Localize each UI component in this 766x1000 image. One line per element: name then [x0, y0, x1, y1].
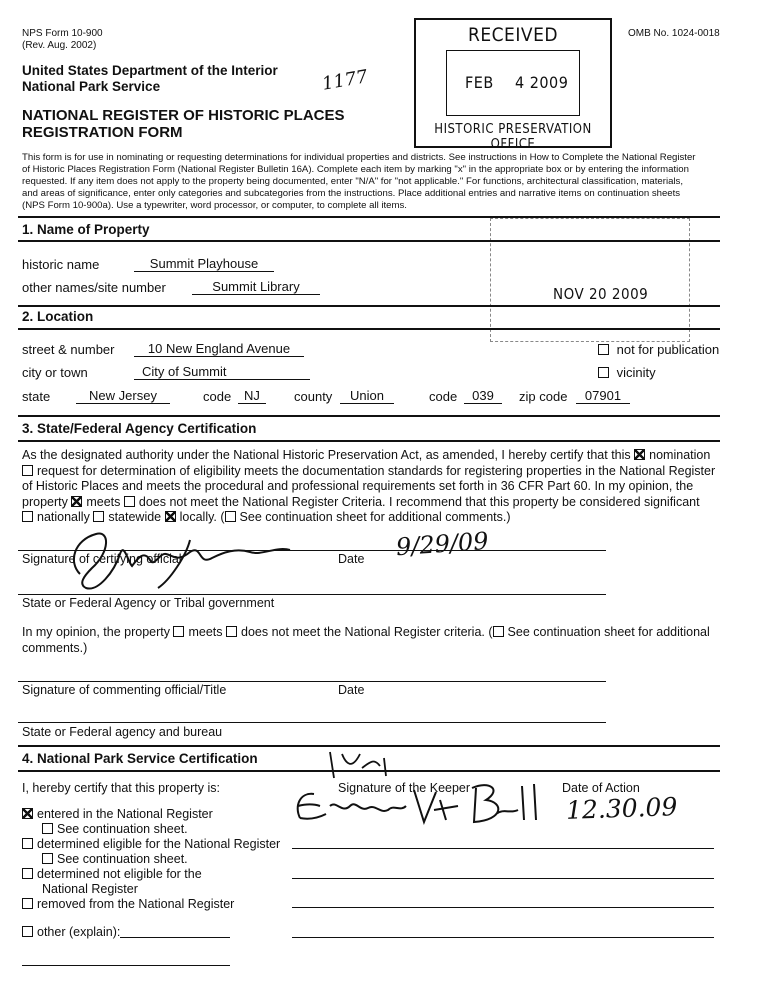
vicinity-label: vicinity	[616, 365, 656, 380]
see-continuation-label-2: See continuation sheet.	[57, 852, 188, 866]
bureau-label: State or Federal agency and bureau	[22, 725, 223, 739]
option-entered[interactable]	[22, 807, 280, 822]
cert-line4-rest: does not meet the National Register Criteria. I recommend that this property be considered significant	[138, 494, 700, 509]
date-of-action-handwritten: 12.30.09	[565, 792, 678, 825]
received-stamp-inner-box	[446, 50, 580, 116]
nationally-checkbox[interactable]	[22, 511, 33, 522]
commenting-signature-line	[18, 681, 606, 682]
continuation-sheet-checkbox-2[interactable]	[493, 626, 504, 637]
opinion-text-d: See continuation sheet for additional	[507, 625, 710, 639]
state-field[interactable]: New Jersey	[76, 388, 170, 404]
section3-heading: 3. State/Federal Agency Certification	[22, 421, 257, 436]
state-code-field[interactable]: NJ	[238, 388, 266, 404]
other-names-field[interactable]: Summit Library	[192, 279, 320, 295]
street-field[interactable]: 10 New England Avenue	[134, 341, 304, 357]
keeper-signature	[290, 740, 550, 830]
section4-heading: 4. National Park Service Certification	[22, 751, 258, 766]
keeper-line-3	[292, 907, 714, 908]
bureau-line	[18, 722, 606, 723]
form-number: NPS Form 10-900	[22, 28, 103, 39]
option-removed[interactable]	[22, 897, 280, 912]
option-see-continuation-1[interactable]	[22, 822, 280, 837]
option-not-eligible[interactable]	[22, 867, 280, 882]
keeper-line-1	[292, 848, 714, 849]
vicinity-checkbox[interactable]	[598, 367, 609, 378]
county-label: county	[294, 389, 333, 404]
opinion-text-e: comments.)	[22, 640, 88, 655]
other-names-label: other names/site number	[22, 280, 166, 295]
instructions-line4: and areas of significance, enter only categories and subcategories from the instructions. Place additional entries and narrative items on continuation sheets	[22, 188, 681, 199]
not-for-publication-option[interactable]	[598, 342, 719, 357]
determination-request-checkbox[interactable]	[22, 465, 33, 476]
see-continuation-checkbox-1[interactable]	[42, 823, 53, 834]
received-stamp	[414, 18, 612, 152]
not-eligible-label-1: determined not eligible for the	[37, 867, 202, 881]
keeper-signature-label: Signature of the Keeper	[338, 781, 471, 795]
cert-line4-property: property	[22, 494, 68, 509]
historic-name-field[interactable]: Summit Playhouse	[134, 256, 274, 272]
cert-line3-text: of Historic Places and meets the procedural and professional requirements set forth in 36 CFR Part 60. In my opinion, the	[22, 479, 694, 493]
statewide-label: statewide	[108, 510, 162, 524]
determined-eligible-checkbox[interactable]	[22, 838, 33, 849]
received-stamp-office: HISTORIC PRESERVATION OFFICE	[434, 122, 592, 152]
removed-checkbox[interactable]	[22, 898, 33, 909]
handwritten-reference-number: 1177	[320, 66, 370, 95]
nomination-checkbox[interactable]	[634, 449, 645, 460]
opinion-does-not-meet-checkbox[interactable]	[226, 626, 237, 637]
other-checkbox[interactable]	[22, 926, 33, 937]
street-label: street & number	[22, 342, 115, 357]
section3-top-rule	[18, 415, 720, 417]
received-stamp-day-year: 4 2009	[515, 73, 569, 92]
certifying-handwritten-date: 9/29/09	[395, 526, 490, 562]
state-code-label: code	[203, 389, 232, 404]
department-name: United States Department of the Interior	[22, 63, 278, 78]
entered-label: entered in the National Register	[37, 807, 213, 821]
not-for-publication-label: not for publication	[616, 342, 720, 357]
keeper-line-2	[292, 878, 714, 879]
zip-label: zip code	[519, 389, 568, 404]
other-explain-line[interactable]	[120, 937, 230, 938]
date-of-action-label: Date of Action	[562, 781, 640, 795]
other-explain-line-2[interactable]	[22, 965, 230, 966]
nps-certify-text: I, hereby certify that this property is:	[22, 781, 220, 795]
not-eligible-checkbox[interactable]	[22, 868, 33, 879]
instructions-line1: This form is for use in nominating or requesting determinations for individual properties and districts. See instructions in How to Complete the National Register	[22, 152, 696, 163]
form-revision: (Rev. Aug. 2002)	[22, 40, 97, 51]
cert-line1-text: As the designated authority under the National Historic Preservation Act, as amended, I hereby certify that this	[22, 448, 631, 462]
county-code-field[interactable]: 039	[464, 388, 502, 404]
locally-checkbox[interactable]	[165, 511, 176, 522]
agency-line	[18, 594, 606, 595]
certifying-signature-label: Signature of certifying official	[22, 552, 182, 566]
nomination-label: nomination	[649, 448, 711, 462]
section2-heading: 2. Location	[22, 309, 94, 324]
keeper-line-4	[292, 937, 714, 938]
nps-options	[22, 807, 280, 912]
continuation-sheet-label-1: See continuation sheet for additional comments.)	[239, 510, 511, 524]
entered-checkbox[interactable]	[22, 808, 33, 819]
county-field[interactable]: Union	[340, 388, 394, 404]
commenting-date-label: Date	[338, 683, 365, 697]
option-see-continuation-2[interactable]	[22, 852, 280, 867]
statewide-checkbox[interactable]	[93, 511, 104, 522]
section1-top-rule	[18, 216, 720, 218]
see-continuation-checkbox-2[interactable]	[42, 853, 53, 864]
state-label: state	[22, 389, 51, 404]
instructions	[22, 152, 742, 212]
agency-label: State or Federal Agency or Tribal government	[22, 596, 275, 610]
opinion-paragraph	[22, 625, 710, 656]
determined-eligible-label: determined eligible for the National Register	[37, 837, 281, 851]
form-title-line2: REGISTRATION FORM	[22, 124, 183, 141]
cert-line2-text: request for determination of eligibility meets the documentation standards for registering properties in the National Register	[37, 463, 716, 478]
see-continuation-label-1: See continuation sheet.	[57, 822, 188, 836]
certification-paragraph	[22, 448, 742, 526]
opinion-meets-checkbox[interactable]	[173, 626, 184, 637]
meets-criteria-label: meets	[86, 494, 121, 509]
other-label: other (explain):	[37, 925, 121, 939]
section2-bottom-rule	[18, 328, 720, 330]
city-field[interactable]: City of Summit	[134, 364, 310, 380]
received-stamp-month: FEB	[465, 73, 494, 92]
form-title-line1: NATIONAL REGISTER OF HISTORIC PLACES	[22, 107, 345, 124]
commenting-signature-label: Signature of commenting official/Title	[22, 683, 227, 697]
section2-top-rule	[18, 305, 720, 307]
instructions-line5: (NPS Form 10-900a). Use a typewriter, word processor, or computer, to complete all items.	[22, 200, 407, 211]
vicinity-option[interactable]	[598, 365, 656, 380]
continuation-sheet-checkbox-1[interactable]	[225, 511, 236, 522]
historic-name-label: historic name	[22, 257, 100, 272]
certifying-date-label: Date	[338, 552, 365, 566]
second-stamp	[490, 218, 690, 342]
opinion-text-c: does not meet the National Register criteria. (	[241, 625, 493, 639]
does-not-meet-checkbox[interactable]	[124, 496, 135, 507]
zip-field[interactable]: 07901	[576, 388, 630, 404]
second-stamp-date: NOV 20 2009	[553, 285, 649, 303]
option-determined-eligible[interactable]	[22, 837, 280, 852]
opinion-text-a: In my opinion, the property	[22, 625, 170, 639]
city-label: city or town	[22, 365, 88, 380]
not-eligible-label-2: National Register	[42, 882, 138, 896]
nationally-label: nationally	[37, 510, 90, 524]
section3-bottom-rule	[18, 440, 720, 442]
omb-number: OMB No. 1024-0018	[628, 28, 720, 39]
removed-label: removed from the National Register	[37, 897, 235, 911]
not-for-publication-checkbox[interactable]	[598, 344, 609, 355]
opinion-meets-label: meets	[188, 625, 223, 639]
locally-label: locally. (	[179, 510, 225, 524]
instructions-line3: requested. If any item does not apply to the property being documented, enter "N/A" for "not applicable." For functions, architectural classification, materials,	[22, 176, 684, 187]
instructions-line2: of Historic Places Registration Form (National Register Bulletin 16A). Complete each item by marking "x" in the appropriate box or by entering the information	[22, 164, 689, 175]
meets-criteria-checkbox[interactable]	[71, 496, 82, 507]
service-name: National Park Service	[22, 79, 161, 94]
received-stamp-title: RECEIVED	[467, 24, 559, 46]
section1-bottom-rule	[18, 240, 720, 242]
section1-heading: 1. Name of Property	[22, 222, 150, 237]
option-other[interactable]	[22, 925, 120, 939]
county-code-label: code	[429, 389, 458, 404]
certifying-signature	[40, 522, 310, 594]
